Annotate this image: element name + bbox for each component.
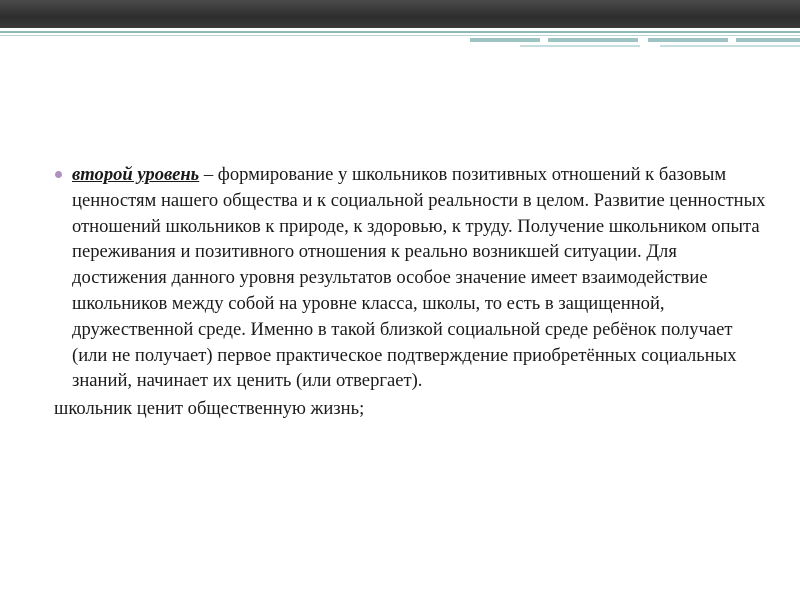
- accent-rule: [0, 31, 800, 33]
- decorative-segment: [548, 38, 638, 42]
- accent-rule-secondary: [0, 35, 800, 36]
- trailing-line: школьник ценит общественную жизнь;: [54, 398, 365, 420]
- header-band: [0, 0, 800, 28]
- decorative-segment: [648, 38, 728, 42]
- decorative-segment: [736, 38, 800, 42]
- bullet-term: второй уровень: [72, 164, 200, 185]
- decorative-segment: [470, 38, 540, 42]
- decorative-thin-segment: [660, 45, 800, 47]
- bullet-dot-icon: [55, 171, 62, 178]
- slide-body: [52, 162, 772, 422]
- decorative-thin-segment: [520, 45, 640, 47]
- bullet-item: [52, 162, 772, 394]
- bullet-text: – формирование у школьников позитивных отношений к базовым ценностям нашего общества и к социальной реальности в целом. Развитие ценностных отношений школьников к природе, к здоровью, к труду. Получение школьником опыта переживания и позитивного отношения к реально возникшей ситуации. Для достижения данного уровня результатов особое значение имеет взаимодействие школьников между собой на уровне класса, школы, то есть в защищенной, дружественной среде. Именно в такой близкой социальной среде ребёнок получает (или не получает) первое практическое подтверждение приобретённых социальных знаний, начинает их ценить (или отвергает).: [72, 164, 766, 392]
